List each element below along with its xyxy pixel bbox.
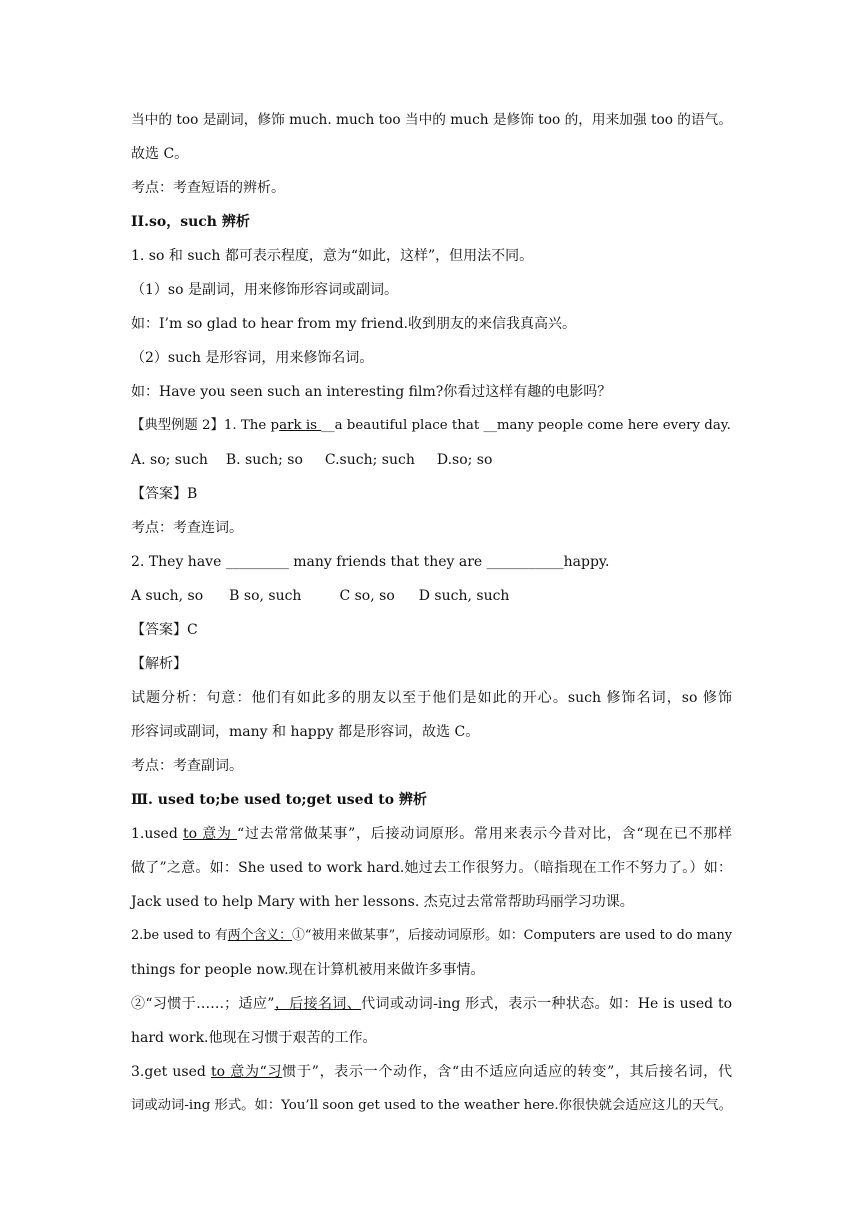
underlined-text: ，后接名词、	[274, 996, 362, 1012]
options-line	[131, 586, 509, 606]
text-span: “过去常常做某事”，后接动词原形。常用来表示今昔对比，含“现在已不那样	[236, 826, 732, 842]
option: D.so; so	[436, 452, 493, 468]
text-span: ②“习惯于……；适应”	[131, 996, 275, 1012]
text-span: __a beautiful place that __many people come here every day.	[321, 418, 731, 433]
text-line: Jack used to help Mary with her lessons. 杰克过去常常帮助玛丽学习功课。	[131, 894, 634, 910]
text-line: 当中的 too 是副词，修饰 much. much too 当中的 much 是修饰 too 的，用来加强 too 的语气。	[131, 112, 732, 128]
text-line: 如：I’m so glad to hear from my friend.收到朋友的来信我真高兴。	[131, 316, 576, 332]
option: A. so; such	[131, 452, 208, 468]
example-question: 2. They have _________ many friends that they are ___________happy.	[131, 554, 610, 570]
text-line: 如：Have you seen such an interesting film?你看过这样有趣的电影吗？	[131, 384, 612, 400]
text-line: （1）so 是副词，用来修饰形容词或副词。	[131, 282, 398, 298]
text-line: 形容词或副词，many 和 happy 都是形容词，故选 C。	[131, 724, 480, 740]
text-line	[131, 1062, 732, 1082]
text-line: hard work.他现在习惯于艰苦的工作。	[131, 1030, 377, 1046]
underlined-text: to 意为“习	[211, 1064, 283, 1080]
option: C.such; such	[324, 452, 415, 468]
text-line: 词或动词-ing 形式。如：You’ll soon get used to the weather here.你很快就会适应这儿的天气。	[131, 1098, 732, 1113]
text-span: ①“被用来做某事”，后接动词原形。如：Computers are used to do many	[292, 928, 732, 943]
option: C so, so	[339, 588, 395, 604]
text-line	[131, 926, 732, 946]
text-line: 试题分析：句意：他们有如此多的朋友以至于他们是如此的开心。such 修饰名词，so 修饰	[131, 690, 732, 706]
section-heading: II.so，such 辨析	[131, 214, 250, 230]
text-line: 考点：考查副词。	[131, 758, 243, 774]
text-line: 考点：考查连词。	[131, 520, 243, 536]
text-line: 故选 C。	[131, 146, 189, 162]
option: B so, such	[229, 588, 302, 604]
option: B. such; so	[225, 452, 303, 468]
options-line	[131, 450, 492, 470]
option: A such, so	[131, 588, 204, 604]
analysis-heading: 【解析】	[131, 656, 187, 672]
example-question	[131, 416, 731, 436]
text-span: 3.get used	[131, 1064, 212, 1080]
text-span: 代词或动词-ing 形式，表示一种状态。如：He is used to	[361, 996, 732, 1012]
underlined-text: to 意为	[183, 826, 237, 842]
text-span: 2.be used to 有	[131, 928, 228, 943]
answer-line: 【答案】C	[131, 622, 198, 638]
underlined-text: ark is	[279, 418, 322, 433]
text-line: （2）such 是形容词，用来修饰名词。	[131, 350, 374, 366]
text-span: 1.used	[131, 826, 184, 842]
text-line: 考点：考查短语的辨析。	[131, 180, 285, 196]
text-line: 1. so 和 such 都可表示程度，意为“如此，这样”，但用法不同。	[131, 248, 534, 264]
text-line	[131, 824, 732, 844]
text-span: 惯于”，表示一个动作，含“由不适应向适应的转变”，其后接名词，代	[282, 1064, 732, 1080]
option: D such, such	[418, 588, 510, 604]
text-line: things for people now.现在计算机被用来做许多事情。	[131, 962, 485, 978]
answer-line: 【答案】B	[131, 486, 198, 502]
text-span: 【典型例题 2】1. The p	[131, 418, 280, 433]
underlined-text: 两个含义：	[227, 928, 293, 943]
section-heading: Ⅲ. used to;be used to;get used to 辨析	[131, 792, 427, 808]
text-line	[131, 994, 732, 1014]
text-line: 做了”之意。如：She used to work hard.她过去工作很努力。（暗指现在工作不努力了。）如：	[131, 860, 732, 876]
